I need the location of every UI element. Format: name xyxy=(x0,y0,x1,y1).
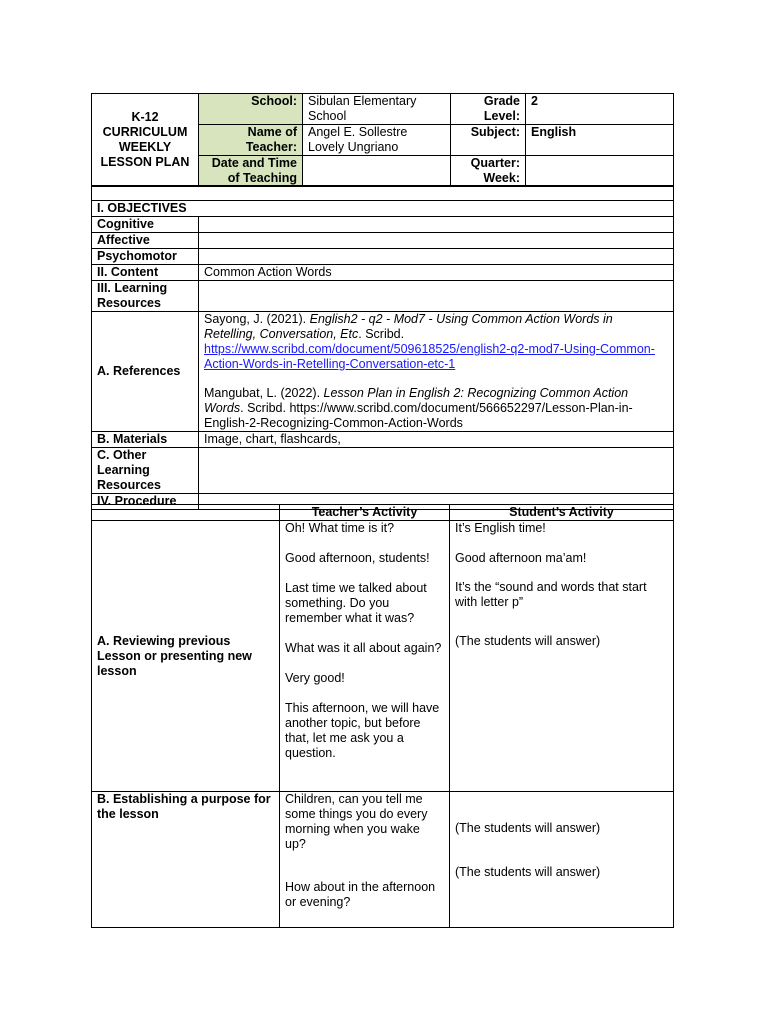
other-resources-label: C. Other Learning Resources xyxy=(92,448,199,494)
step-a-student-line: It’s the “sound and words that start with letter p” xyxy=(455,580,647,609)
ref1-publisher: . Scribd. xyxy=(358,327,405,341)
header-table xyxy=(91,93,674,187)
step-b-teacher-line: Children, can you tell me some things you do every morning when you wake up? xyxy=(285,792,428,851)
affective-label: Affective xyxy=(92,233,199,249)
teacher-name-1: Angel E. Sollestre xyxy=(308,125,408,139)
ref2-author: Mangubat, L. (2022). xyxy=(204,386,324,400)
learning-resources-label: III. Learning Resources xyxy=(92,281,199,312)
cognitive-value xyxy=(199,217,674,233)
step-b-label: B. Establishing a purpose for the lesson xyxy=(92,792,280,928)
teacher-name-2: Lovely Ungriano xyxy=(308,140,399,154)
step-b-student xyxy=(450,792,674,928)
step-a-teacher xyxy=(280,521,450,792)
step-a-teacher-line: Last time we talked about something. Do you remember what it was? xyxy=(285,581,427,625)
date-label: Date and Time of Teaching xyxy=(199,156,303,187)
step-a-student-line: (The students will answer) xyxy=(455,634,601,648)
materials-label: B. Materials xyxy=(92,432,199,448)
affective-value xyxy=(199,233,674,249)
ref1-author: Sayong, J. (2021). xyxy=(204,312,310,326)
cognitive-label: Cognitive xyxy=(92,217,199,233)
references-value xyxy=(199,312,674,432)
subject-label: Subject: xyxy=(451,125,526,156)
quarter-value xyxy=(526,156,674,187)
references-label: A. References xyxy=(92,312,199,432)
step-a-teacher-line: Good afternoon, students! xyxy=(285,551,430,565)
lesson-plan-title: K-12 CURRICULUM WEEKLY LESSON PLAN xyxy=(92,94,199,187)
ref1-link[interactable]: https://www.scribd.com/document/509618525/english2-q2-mod7-Using-Common-Action-Words-in-Retelling-Conversation-etc-1 xyxy=(204,342,655,371)
reference-1 xyxy=(204,312,668,372)
learning-resources-value xyxy=(199,281,674,312)
ref2-title: Lesson Plan in English 2: Recognizing Common Action Words xyxy=(204,386,629,415)
procedure-table xyxy=(91,504,674,928)
step-a-student xyxy=(450,521,674,792)
step-b-teacher-line: How about in the afternoon or evening? xyxy=(285,880,436,909)
step-b-teacher xyxy=(280,792,450,928)
student-activity-header: Student’s Activity xyxy=(450,505,674,521)
procedure-header-blank xyxy=(92,505,280,521)
step-a-teacher-line: Oh! What time is it? xyxy=(285,521,395,535)
step-a-teacher-line: What was it all about again? xyxy=(285,641,442,655)
psychomotor-value xyxy=(199,249,674,265)
step-b-student-line: (The students will answer) xyxy=(455,821,601,835)
content-value: Common Action Words xyxy=(199,265,674,281)
teacher-value xyxy=(303,125,451,156)
spacer-row xyxy=(92,186,674,201)
teacher-label: Name of Teacher: xyxy=(199,125,303,156)
step-a-teacher-line: Very good! xyxy=(285,671,345,685)
school-value: Sibulan Elementary School xyxy=(303,94,451,125)
reference-2 xyxy=(204,386,668,431)
ref2-publisher-url: . Scribd. https://www.scribd.com/document/566652297/Lesson-Plan-in-English-2-Recognizing-Common-Action-Words xyxy=(204,401,633,430)
step-a-student-line: Good afternoon ma’am! xyxy=(455,551,587,565)
step-a-label: A. Reviewing previous Lesson or presenting new lesson xyxy=(92,521,280,792)
procedure-label: IV. Procedure xyxy=(92,494,199,510)
step-a-student-line: It’s English time! xyxy=(455,521,546,535)
subject-value: English xyxy=(526,125,674,156)
ref1-title: English2 - q2 - Mod7 - Using Common Action Words in Retelling, Conversation, Etc xyxy=(204,312,613,341)
materials-value: Image, chart, flashcards, xyxy=(199,432,674,448)
quarter-label: Quarter: Week: xyxy=(451,156,526,187)
step-b-student-line: (The students will answer) xyxy=(455,865,601,879)
grade-value: 2 xyxy=(526,94,674,125)
date-value xyxy=(303,156,451,187)
other-resources-value xyxy=(199,448,674,494)
grade-label: Grade Level: xyxy=(451,94,526,125)
teacher-activity-header: Teacher’s Activity xyxy=(280,505,450,521)
content-label: II. Content xyxy=(92,265,199,281)
objectives-table xyxy=(91,185,674,510)
objectives-heading: I. OBJECTIVES xyxy=(92,201,674,217)
step-a-teacher-line: This afternoon, we will have another topic, but before that, let me ask you a question. xyxy=(285,701,440,760)
school-label: School: xyxy=(199,94,303,125)
psychomotor-label: Psychomotor xyxy=(92,249,199,265)
